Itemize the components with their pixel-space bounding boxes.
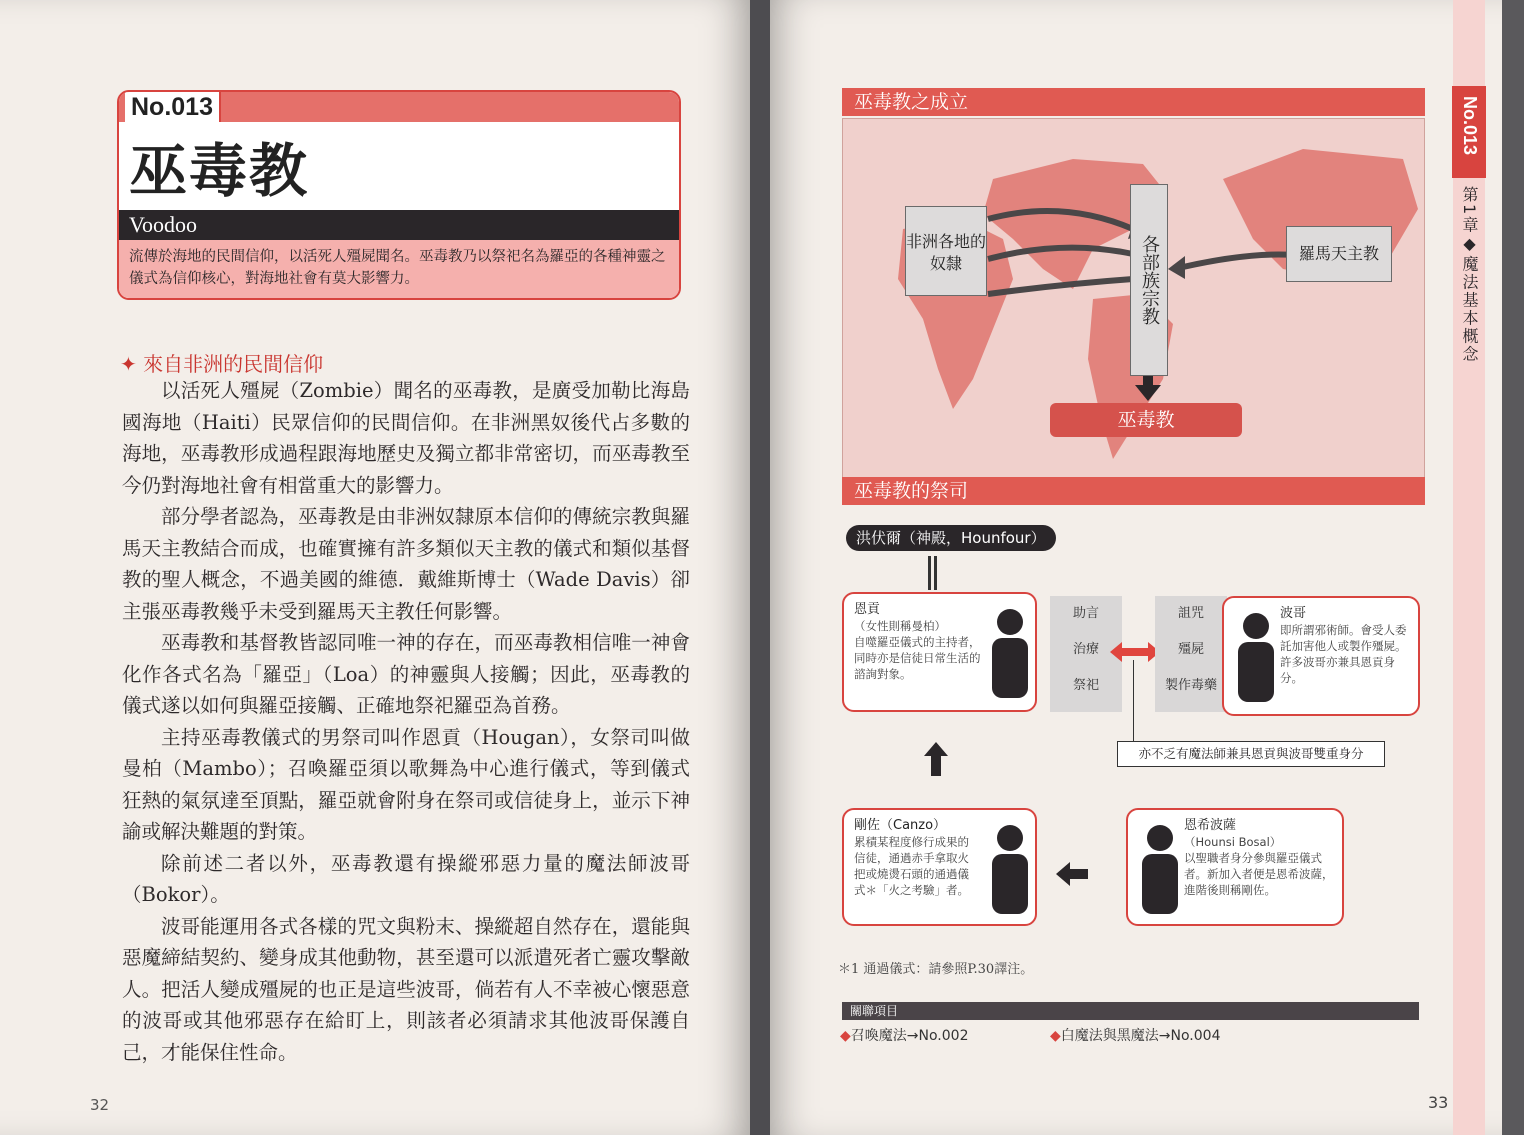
diamond-icon: ◆ <box>1050 1028 1061 1044</box>
side-entry-number: No.013 <box>1460 96 1480 156</box>
footnote: ＊1 通過儀式：請參照P.30譯注。 <box>838 962 1034 977</box>
canzo-desc: 累積某程度修行成果的信徒，通過赤手拿取火把或燒燙石頭的通過儀式＊「火之考驗」者。 <box>854 835 969 897</box>
related-label: 關聯項目 <box>850 1004 899 1018</box>
hounsi-sub: （Hounsi Bosal） <box>1184 835 1282 849</box>
related-label-text: 召喚魔法 <box>850 1028 907 1044</box>
related-bar <box>842 1002 1419 1020</box>
person-icon <box>1236 612 1276 702</box>
label-africa-slaves: 非洲各地的奴隸 <box>905 206 987 296</box>
double-line <box>928 556 937 590</box>
result-voodoo: 巫毒教 <box>1050 403 1242 437</box>
arrow-head <box>1168 256 1185 279</box>
canzo-card <box>842 808 1037 926</box>
related-label-text: 白魔法與黑魔法 <box>1060 1028 1159 1044</box>
figure1-title: 巫毒教之成立 <box>842 88 1425 116</box>
related-item[interactable] <box>1050 1025 1220 1045</box>
duty-item: 助言 <box>1072 606 1099 621</box>
diamond-icon: ◆ <box>840 1028 851 1044</box>
figure2-title: 巫毒教的祭司 <box>842 477 1425 505</box>
bokor-desc: 即所謂邪術師。會受人委託加害他人或製作殭屍。許多波哥亦兼具恩貢身分。 <box>1280 623 1407 685</box>
hounsi-card <box>1126 808 1344 926</box>
hougan-desc: 自噬羅亞儀式的主持者，同時亦是信徒日常生活的諮詢對象。 <box>854 635 981 681</box>
section-heading <box>120 348 323 377</box>
hounsi-text <box>1184 818 1334 898</box>
paragraph: 波哥能運用各式各樣的咒文與粉末、操縱超自然存在，還能與惡魔締結契約、變身成其他動物，甚至還可以派遣死者亡靈攻擊敵人。把活人變成殭屍的也正是這些波哥，倘若有人不幸被心懷惡意的波哥或其他邪惡存在給盯上，則該者必須請求其他波哥保護自己，才能保住性命。 <box>122 914 690 1064</box>
paragraph: 以活死人殭屍（Zombie）聞名的巫毒教，是廣受加勒比海島國海地（Haiti）民眾信仰的民間信仰。在非洲黑奴後代占多數的海地，巫毒教形成過程跟海地歷史及獨立都非常密切，而巫毒教至今仍對海地社會有相當重大的影響力。 <box>122 379 690 497</box>
double-arrow-icon <box>1110 640 1160 664</box>
duty-item: 製作毒藥 <box>1164 678 1217 693</box>
entry-summary: 流傳於海地的民間信仰，以活死人殭屍聞名。巫毒教乃以祭祀名為羅亞的各種神靈之儀式為信仰核心，對海地社會有莫大影響力。 <box>119 240 679 298</box>
hounsi-desc: 以聖職者身分參與羅亞儀式者。新加入者便是恩希波薩，進階後則稱剛佐。 <box>1184 851 1334 897</box>
duty-item: 祭祀 <box>1072 678 1099 693</box>
entry-header-box <box>117 90 681 300</box>
book-spine <box>750 0 770 1135</box>
canzo-title: 剛佐（Canzo） <box>854 818 947 833</box>
arrow-left-icon <box>1056 862 1088 886</box>
bokor-duties <box>1155 596 1227 712</box>
duty-item: 殭屍 <box>1177 642 1204 657</box>
paragraph: 巫毒教和基督教皆認同唯一神的存在，而巫毒教相信唯一神會化作各式名為「羅亞」（Loa）的神靈與人接觸；因此，巫毒教的儀式遂以如何與羅亞接觸、正確地祭祀羅亞為首務。 <box>122 631 690 717</box>
person-icon <box>1140 824 1180 914</box>
label-roman-catholic: 羅馬天主教 <box>1286 226 1392 282</box>
hougan-card <box>842 592 1037 712</box>
page-edge <box>1502 0 1524 1135</box>
related-ref: →No.004 <box>1158 1028 1221 1044</box>
bokor-title: 波哥 <box>1280 606 1307 621</box>
canzo-text <box>854 818 978 898</box>
note-box: 亦不乏有魔法師兼具恩貢與波哥雙重身分 <box>1117 741 1385 767</box>
entry-title: 巫毒教 <box>129 137 310 205</box>
hounsi-title: 恩希波薩 <box>1184 818 1237 833</box>
person-icon <box>990 824 1030 914</box>
page-number-right: 33 <box>1428 1093 1449 1112</box>
temple-badge: 洪伏爾（神殿，Hounfour） <box>846 525 1056 551</box>
connector-line <box>1133 660 1134 742</box>
entry-number-bar <box>119 92 679 122</box>
bokor-card <box>1222 596 1420 716</box>
section-heading-text: 來自非洲的民間信仰 <box>143 352 324 376</box>
bokor-text <box>1280 606 1412 686</box>
duty-item: 詛咒 <box>1177 606 1204 621</box>
paragraph: 主持巫毒教儀式的男祭司叫作恩貢（Hougan），女祭司叫做曼柏（Mambo）；召喚羅亞須以歌舞為中心進行儀式，等到儀式狂熱的氣氛達至頂點，羅亞就會附身在祭司或信徒身上，並示下神諭或解決難題的對策。 <box>122 725 690 843</box>
paragraph: 部分學者認為，巫毒教是由非洲奴隸原本信仰的傳統宗教與羅馬天主教結合而成，也確實擁有許多類似天主教的儀式和類似基督教的聖人概念，不過美國的維德．戴維斯博士（Wade Davis）卻主張巫毒教幾乎未受到羅馬天主教任何影響。 <box>122 505 690 623</box>
page-number-left: 32 <box>90 1096 110 1114</box>
duty-item: 治療 <box>1072 642 1099 657</box>
body-text <box>122 375 690 1068</box>
arrow-up-icon <box>924 742 948 776</box>
diamond-icon: ✦ <box>120 352 144 376</box>
related-item[interactable] <box>840 1025 968 1045</box>
side-chapter-label: 第1章◆魔法基本概念 <box>1460 186 1479 364</box>
paragraph: 除前述二者以外，巫毒教還有操縱邪惡力量的魔法師波哥（Bokor）。 <box>122 851 690 906</box>
hougan-title: 恩貢 <box>854 602 881 617</box>
person-icon <box>990 608 1030 698</box>
hougan-text <box>854 602 990 682</box>
hougan-note: （女性則稱曼柏） <box>854 619 946 633</box>
entry-number: No.013 <box>125 92 221 122</box>
related-ref: →No.002 <box>906 1028 969 1044</box>
label-tribal-religions: 各部族宗教 <box>1130 184 1168 376</box>
entry-subtitle: Voodoo <box>119 210 679 240</box>
